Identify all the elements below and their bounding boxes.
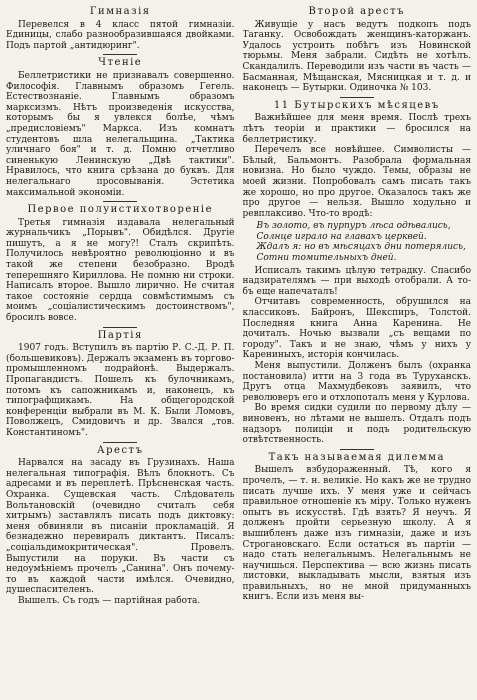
right-column (243, 4, 472, 700)
paragraph: Перечелъ все новѣйшее. Символисты — Бѣлый, Бальмонтъ. Разобрала формальная новизна. Но было чуждо. Темы, образы не моей жизни. Попробовалъ самъ писать такъ же хорошо, но про другое. Оказалось такъ же про другое — нельзя. Вышло ходульно и ревплаксиво. Что-то вродѣ: (242, 145, 471, 219)
poem-excerpt (257, 221, 472, 263)
section-heading: Арестъ (97, 444, 144, 456)
section-divider (103, 201, 137, 202)
section-divider (340, 449, 374, 450)
paragraph: 1907 годъ. Вступилъ въ партію Р. С.-Д. Р. П. (большевиковъ). Держалъ экзаменъ въ торгово-промышленномъ подрайонѣ. Выдержалъ. Пропагандистъ. Пошелъ къ булочникамъ, потомъ къ сапожникамъ и, наконецъ, къ типографщикамъ. На общегородской конференціи выбрали въ М. К. Были Ломовъ, Поволжецъ, Смидовичъ и др. Звался „тов. Константиномъ". (6, 343, 235, 438)
section-butyrskie (243, 101, 472, 446)
paragraph: Меня выпустили. Долженъ былъ (охранка постановила) итти на 3 года въ Туруханскъ. Другъ отца Махмудбековъ заявилъ, что революверъ его и отхлопоталъ меня у Курлова. (242, 361, 471, 403)
section-arest (6, 446, 235, 607)
section-chtenie (6, 58, 235, 198)
section-gimnaziya (6, 7, 235, 51)
poem-line: Ждалъ я: но въ мѣсяцахъ дни потерялись, (256, 242, 466, 253)
paragraph: Отчитавъ современность, обрушился на классиковъ. Байронъ, Шекспиръ, Толстой. Последняя книга Анна Каренина. Не дочиталъ. Ночью вызвали „съ вещами по городу". Такъ и не знаю, чѣмъ у нихъ у Карениныхъ, исторія кончилась. (242, 297, 471, 361)
section-divider (103, 54, 137, 55)
section-heading: Чтеніе (98, 57, 143, 69)
paragraph: Нарвался на засаду въ Грузинахъ. Наша нелегальная типографія. Вѣлъ блокнотъ. Съ адресами и въ переплетѣ. Прѣсненская часть. Охранка. Сущевская часть. Слѣдователь Вольтановскій (очевидно считалъ себя хитрымъ) заставлялъ писать подъ диктовку: меня обвиняли въ писаніи прокламацій. Я безнадежно перевиралъ диктантъ. Писалъ: „соціальдимокритическая". Провелъ. Выпустили на поруки. Въ части съ недоумѣніемъ прочелъ „Санина". Онъ почему-то въ каждой части имѣлся. Очевидно, душеспасителенъ. (6, 458, 235, 596)
paragraph: Вышелъ взбудораженный. Тѣ, кого я прочелъ, — т. н. великіе. Но какъ же не трудно писать лучше ихъ. У меня уже и сейчасъ правильное отношеніе къ міру. Только нуженъ опытъ въ искусствѣ. Гдѣ взять? Я неучъ. Я долженъ пройти серьезную школу. А я вышибленъ даже изъ гимназіи, даже и изъ Строгановскаго. Если остаться въ партіи — надо стать нелегальнымъ. Нелегальнымъ не научишься. Перспектива — всю жизнь писать листовки, выкладывать мысли, взятыя изъ правильныхъ, но не мной придуманныхъ книгъ. Если изъ меня вы- (242, 465, 471, 603)
paragraph: Третья гимназія издавала нелегальный журнальчикъ „Порывъ". Обидѣлся. Другіе пишутъ, а я не могу?! Сталъ скрипѣть. Получилось невѣроятно революціонно и въ такой же степени безобразно. Вродѣ теперешняго Кириллова. Не помню ни строки. Написалъ второе. Вышло лирично. Не считая такое состояніе сердца совмѣстимымъ съ моимъ „соціалистическимъ достоинствомъ", бросилъ вовсе. (6, 217, 235, 324)
section-divider (103, 327, 137, 328)
section-partiya (6, 331, 235, 439)
paragraph: Живущіе у насъ ведутъ подкопъ подъ Таганку. Освобождать женщинъ-каторжанъ. Удалось устроить побѣгъ изъ Новинской тюрьмы. Меня забрали. Сидѣть не хотѣлъ. Скандалилъ. Переводили изъ части въ часть — Басманная, Мѣщанская, Мясницкая и т. д. и наконецъ — Бутырки. Одиночка № 103. (242, 19, 471, 94)
section-heading: 11 Бутырскихъ мѣсяцевъ (273, 99, 440, 111)
section-heading: Партія (97, 329, 143, 341)
section-heading: Первое полуистихотвореніе (27, 204, 214, 216)
section-vtoroy-arest (243, 7, 472, 94)
section-dilemma (243, 453, 472, 603)
section-divider (340, 97, 374, 98)
paragraph: Вышелъ. Съ годъ — партійная работа. (18, 595, 201, 606)
section-heading: Второй арестъ (308, 6, 405, 17)
section-heading: Такъ называемая дилемма (268, 451, 445, 463)
paragraph: Важнѣйшее для меня время. Послѣ трехъ лѣтъ теоріи и практики — бросился на беллетристику. (242, 113, 471, 145)
paragraph: Беллетристики не признавалъ совершенно. Философія. Главнымъ образомъ Гегель. Естествознаніе. Главнымъ образомъ марксизмъ. Нѣтъ произведенія искусства, которымъ бы я увлекся болѣе, чѣмъ „предисловіемъ" Маркса. Изъ комнатъ студентовъ шла нелегальщина. „Тактика уличнаго боя" и т. д. Помню отчетливо синенькую Ленинскую „Двѣ тактики". Нравилось, что книга срѣзана до буквъ. Для нелегальнаго просовыванія. Эстетика максимальной экономіи. (6, 70, 235, 198)
poem-line: Въ золото, въ пурпуръ лѣса одѣвались, (256, 221, 451, 232)
left-column (6, 4, 235, 700)
poem-line: Сотни томительныхъ дней. (256, 253, 397, 264)
poem-line: Солнце играло на главахъ церквей. (256, 231, 427, 242)
paragraph: Во время сидки судили по первому дѣлу — виновенъ, но лѣтами не вышелъ. Отдалъ подъ надзоръ полиціи и подъ родительскую отвѣтственность. (242, 403, 471, 446)
paragraph: Перевелся в 4 класс пятой гимназіи. Единицы, слабо разнообразившаяся двойками. Подъ партой „антидюринг". (6, 19, 235, 51)
paragraph: Исписалъ такимъ цѣлую тетрадку. Спасибо надзирателямъ — при выходѣ отобрали. А то-бъ еще напечаталъ! (242, 265, 471, 297)
section-divider (103, 442, 137, 443)
section-pervoe (6, 205, 235, 324)
section-heading: Гимназія (89, 6, 151, 17)
